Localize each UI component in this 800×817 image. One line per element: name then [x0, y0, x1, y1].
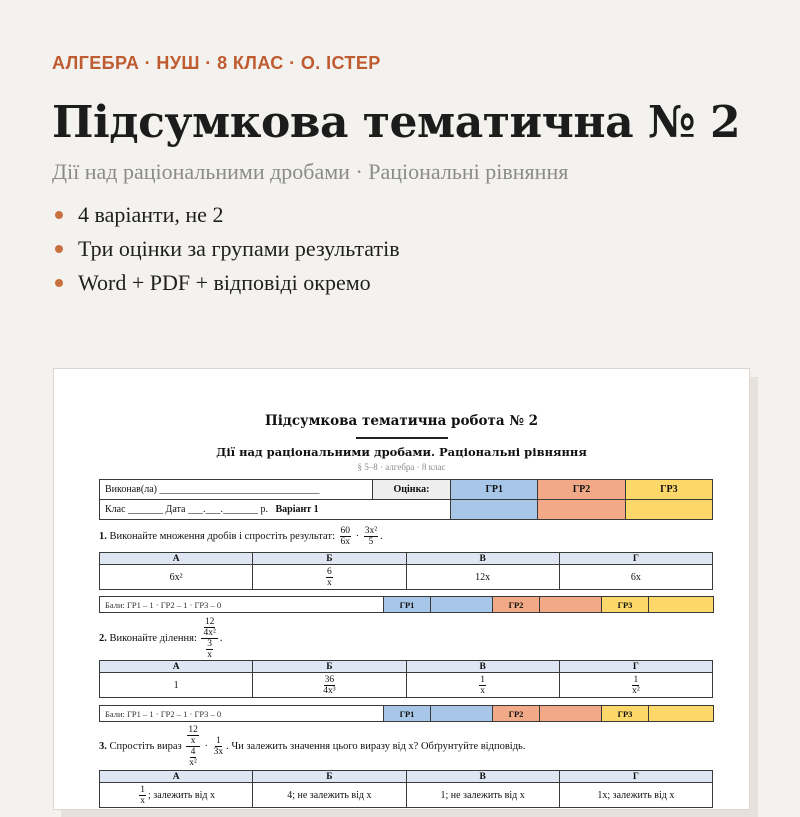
col-header-g: Г [559, 553, 712, 565]
gr2-label: ГР2 [538, 480, 625, 500]
answer-table-3: А Б В Г $\frac{1}{x}$ ; залежить від x 4; не залежить від x 1; не залежить від x 1x; залежить від x [99, 770, 713, 808]
bullet-dot-icon [55, 211, 63, 219]
answer-table-2: А Б В Г 1 $\frac{36}{\text{4x³}}$ $\frac{1}{x}$ $\frac{1}{\text{x²}}$ [99, 660, 713, 698]
complex-fraction: $\frac{\frac{12}{x}}{\frac{4}{\text{x²}}}$ [188, 725, 198, 768]
score-row-2: Бали: ГР1 – 1 · ГР2 – 1 · ГР3 – 0 ГР1 ГР2 ГР3 [99, 705, 714, 722]
page-subtitle: Дії над раціональними дробами · Раціональні рівняння [52, 159, 569, 184]
answer-option-a[interactable]: 1 [100, 673, 253, 698]
answer-option-b[interactable]: $\frac{36}{\text{4x³}}$ [253, 673, 406, 698]
answer-option-g[interactable]: 1x; залежить від x [559, 783, 712, 808]
gr3-score-cell [625, 500, 712, 520]
answer-option-g[interactable]: 6x [559, 565, 712, 590]
gr1-score-box[interactable] [431, 706, 493, 722]
fraction: $\frac{1}{3x}$ [213, 736, 224, 757]
gr1-score-cell [451, 500, 538, 520]
bullet-dot-icon [55, 245, 63, 253]
bullet-dot-icon [55, 279, 63, 287]
doc-title: Підсумкова тематична робота № 2 [264, 413, 539, 429]
answer-option-b[interactable]: 4; не залежить від x [253, 783, 406, 808]
gr1-label: ГР1 [451, 480, 538, 500]
gr2-score-box[interactable] [540, 597, 602, 613]
question-3: 3. Спростіть вираз $\frac{\frac{12}{x}}{\frac{4}{\text{x²}}}$ · $\frac{1}{3x}$ . Чи залежить значення цього виразу від x? Обґрунтуйте відповідь. [99, 725, 526, 768]
gr2-score-cell [538, 500, 625, 520]
score-row-1: Бали: ГР1 – 1 · ГР2 – 1 · ГР3 – 0 ГР1 ГР2 ГР3 [99, 596, 714, 613]
grade-label: Оцінка: [372, 480, 450, 500]
answer-option-a[interactable]: $\frac{1}{x}$ ; залежить від x [100, 783, 253, 808]
feature-list [52, 201, 400, 303]
feature-item: 4 варіанти, не 2 [52, 201, 400, 235]
gr2-score-box[interactable] [540, 706, 602, 722]
complex-fraction: $\frac{\frac{12}{\text{4x²}}}{\frac{3}{x}}$ [203, 617, 216, 660]
fraction: $\frac{60}{6x}$ [340, 526, 350, 547]
question-1: 1. Виконайте множення дробів і спростіть результат: $\frac{60}{6x}$ · $\frac{\text{3x²}}{5}$ . [99, 526, 383, 547]
answer-option-v[interactable]: 1; не залежить від x [406, 783, 559, 808]
doc-title-underline [356, 437, 448, 439]
doc-meta: § 5–8 · алгебра · 8 клас [357, 462, 446, 472]
answer-option-g[interactable]: $\frac{1}{\text{x²}}$ [559, 673, 712, 698]
kicker: АЛГЕБРА · НУШ · 8 КЛАС · О. ІСТЕР [52, 53, 381, 73]
col-header-a: А [100, 553, 253, 565]
executed-field: Виконав(ла) ________________________________ [100, 480, 373, 500]
gr3-label: ГР3 [625, 480, 712, 500]
answer-table-1 [99, 552, 713, 590]
feature-item: Word + PDF + відповіді окремо [52, 269, 400, 303]
feature-item: Три оцінки за групами результатів [52, 235, 400, 269]
col-header-v: В [406, 553, 559, 565]
doc-subtitle: Дії над раціональними дробами. Раціональні рівняння [216, 445, 587, 459]
class-date-field: Клас _______ Дата ___.___._______ р. Варіант 1 [100, 500, 451, 520]
answer-option-b[interactable]: $\frac{6}{x}$ [253, 565, 406, 590]
gr3-score-box[interactable] [649, 706, 714, 722]
document-preview [53, 368, 750, 810]
question-2: 2. Виконайте ділення: $\frac{\frac{12}{\text{4x²}}}{\frac{3}{x}}$ . [99, 617, 223, 660]
gr1-score-box[interactable] [431, 597, 493, 613]
variant-label: Варіант 1 [275, 504, 319, 515]
student-info-table [99, 479, 713, 520]
fraction: $\frac{\text{3x²}}{5}$ [364, 526, 378, 547]
answer-option-v[interactable]: $\frac{1}{x}$ [406, 673, 559, 698]
gr3-score-box[interactable] [649, 597, 714, 613]
answer-option-v[interactable]: 12x [406, 565, 559, 590]
page-title: Підсумкова тематична № 2 [52, 97, 741, 148]
answer-option-a[interactable]: 6x² [100, 565, 253, 590]
col-header-b: Б [253, 553, 406, 565]
